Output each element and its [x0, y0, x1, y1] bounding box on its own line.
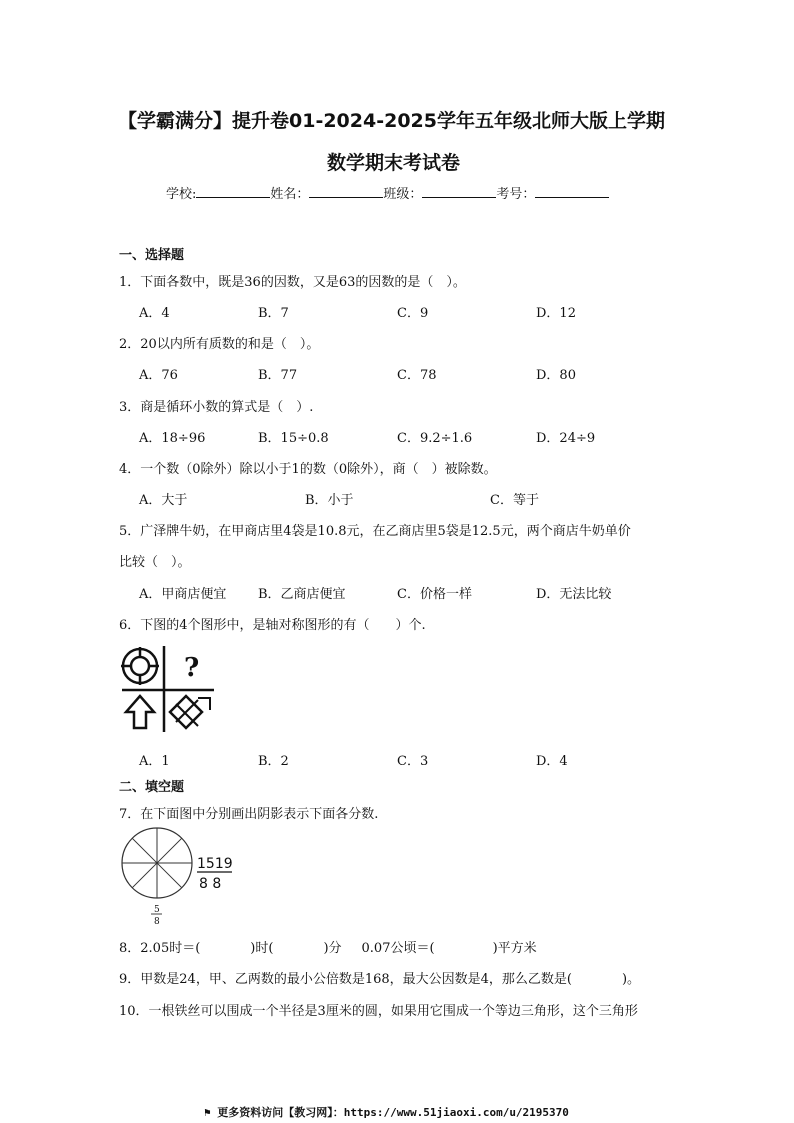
q1-option-a[interactable]: A．4 — [139, 306, 170, 321]
footer — [204, 1104, 569, 1120]
section-heading-choice: 一、选择题 — [119, 248, 185, 263]
question-2: 2．20以内所有质数的和是（ ）。 — [119, 337, 320, 352]
q6-target-circle-shape — [121, 647, 159, 685]
q1-option-c[interactable]: C．9 — [397, 306, 429, 321]
q6-option-b[interactable]: B．2 — [258, 754, 289, 769]
footer-link[interactable]: 更多资料访问【教习网】：https://www.51jiaoxi.com/u/2195370 — [217, 1106, 569, 1119]
q6-shapes-figure — [118, 642, 218, 734]
q3-option-b[interactable]: B．15÷0.8 — [258, 431, 329, 446]
q4-option-b[interactable]: B．小于 — [305, 493, 354, 508]
q9-part1: 9．甲数是24，甲、乙两数的最小公倍数是168，最大公因数是4，那么乙数是( — [119, 972, 572, 987]
q6-up-arrow-shape — [126, 696, 154, 728]
q7-fraction-denominators: 8 8 — [199, 876, 222, 892]
q7-small-denominator: 8 — [154, 917, 160, 927]
q6-question-mark: ? — [184, 653, 200, 683]
q5-option-a[interactable]: A．甲商店便宜 — [139, 587, 227, 602]
number-label: 考号： — [496, 187, 536, 202]
q7-fraction-numerators: 1519 — [197, 856, 233, 872]
class-blank[interactable] — [422, 185, 496, 198]
q8-part5: )平方米 — [492, 941, 537, 956]
q8-part3: )分 — [323, 941, 342, 956]
question-5-line1: 5．广泽牌牛奶，在甲商店里4袋是10.8元，在乙商店里5袋是12.5元，两个商店牛奶单价 — [119, 524, 631, 539]
q9-part2: )。 — [621, 972, 641, 987]
q8-part1: 8．2.05时＝( — [119, 941, 201, 956]
q1-option-b[interactable]: B．7 — [258, 306, 289, 321]
q2-option-d[interactable]: D．80 — [536, 368, 576, 383]
q8-part2: )时( — [250, 941, 274, 956]
q4-option-a[interactable]: A．大于 — [139, 493, 188, 508]
q7-figure — [118, 826, 238, 928]
q3-option-d[interactable]: D．24÷9 — [536, 431, 596, 446]
q6-option-c[interactable]: C．3 — [397, 754, 429, 769]
number-blank[interactable] — [535, 185, 609, 198]
q6-option-d[interactable]: D．4 — [536, 754, 568, 769]
q5-option-b[interactable]: B．乙商店便宜 — [258, 587, 346, 602]
flag-icon: ⚑ — [204, 1106, 211, 1119]
question-4: 4．一个数（0除外）除以小于1的数（0除外），商（ ）被除数。 — [119, 462, 497, 477]
student-info-line — [166, 183, 609, 202]
q5-option-c[interactable]: C．价格一样 — [397, 587, 472, 602]
question-6: 6．下图的4个图形中，是轴对称图形的有（ ）个. — [119, 618, 426, 633]
page-title-line2: 数学期末考试卷 — [327, 152, 461, 174]
q7-small-numerator: 5 — [154, 905, 160, 915]
q4-option-c[interactable]: C．等于 — [490, 493, 539, 508]
q2-option-b[interactable]: B．77 — [258, 368, 298, 383]
q6-option-a[interactable]: A．1 — [139, 754, 170, 769]
q3-option-a[interactable]: A．18÷96 — [139, 431, 206, 446]
question-5-line2: 比较（ ）。 — [119, 555, 191, 570]
q5-option-d[interactable]: D．无法比较 — [536, 587, 612, 602]
question-9 — [119, 968, 640, 987]
question-3: 3．商是循环小数的算式是（ ）. — [119, 400, 314, 415]
question-10: 10．一根铁丝可以围成一个半径是3厘米的圆，如果用它围成一个等边三角形，这个三角形 — [119, 1004, 638, 1019]
question-1: 1．下面各数中，既是36的因数，又是63的因数的是（ ）。 — [119, 275, 466, 290]
q8-part4: 0.07公顷＝( — [361, 941, 435, 956]
question-8 — [119, 937, 537, 956]
q6-diamond-shape — [170, 696, 210, 728]
q2-option-c[interactable]: C．78 — [397, 368, 437, 383]
q2-option-a[interactable]: A．76 — [139, 368, 178, 383]
page-title-line1: 【学霸满分】提升卷01-2024-2025学年五年级北师大版上学期 — [118, 110, 665, 132]
class-label: 班级： — [383, 187, 423, 202]
section-heading-fill: 二、填空题 — [119, 780, 185, 795]
question-7: 7．在下面图中分别画出阴影表示下面各分数. — [119, 807, 379, 822]
school-label: 学校: — [166, 187, 197, 202]
school-blank[interactable] — [196, 185, 270, 198]
q1-option-d[interactable]: D．12 — [536, 306, 576, 321]
name-blank[interactable] — [309, 185, 383, 198]
name-label: 姓名： — [270, 187, 310, 202]
q3-option-c[interactable]: C．9.2÷1.6 — [397, 431, 473, 446]
q7-divided-circle — [122, 828, 192, 898]
